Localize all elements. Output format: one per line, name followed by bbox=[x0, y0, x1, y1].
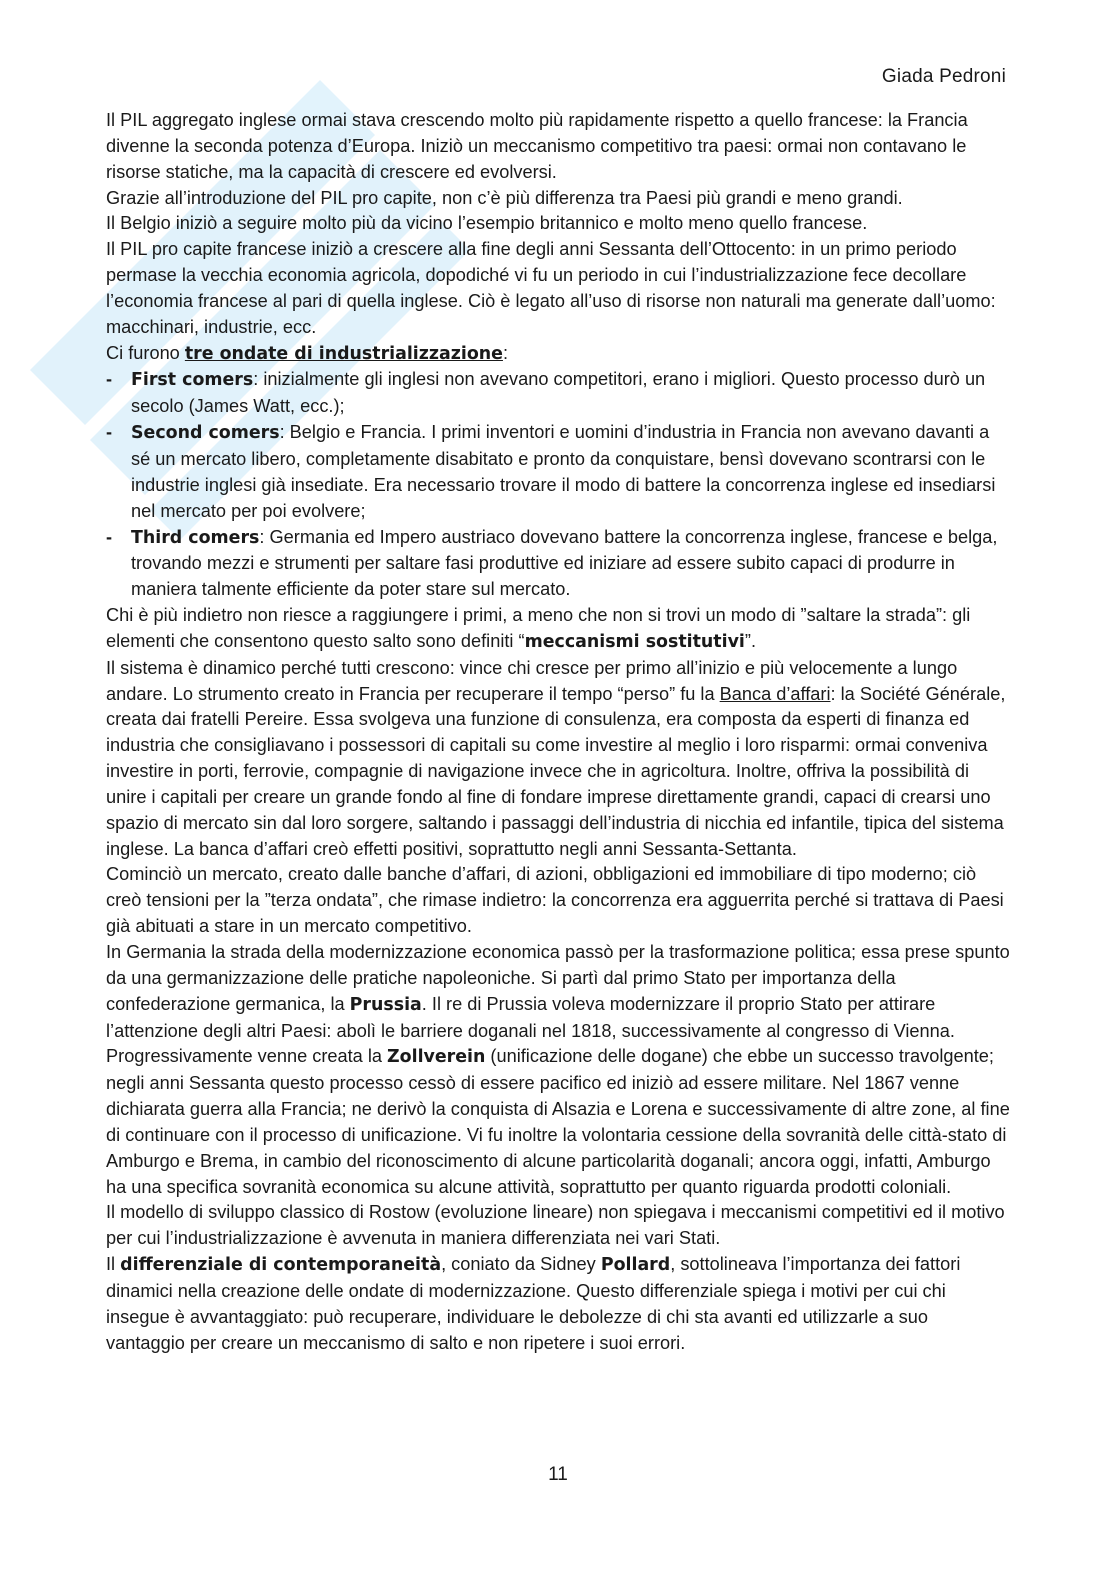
paragraph-7 bbox=[106, 656, 1011, 863]
text-span: (unificazione delle dogane) che ebbe un successo travolgente; negli anni Sessanta questo processo cessò di essere pacifico ed iniziò ad essere militare. Nel 1867 venne dichiarata guerra alla Francia; ne derivò la conquista di Alsazia e Lorena e successivamente di altre zone, al fine di continuare con il processo di unificazione. Vi fu inoltre la volontaria cessione della sovranità delle città-stato di Amburgo e Brema, in cambio del riconoscimento di alcune particolarità doganali; ancora oggi, infatti, Amburgo ha una specifica sovranità economica su alcune attività, soprattutto per quanto riguarda prodotti coloniali. bbox=[106, 1046, 1010, 1197]
paragraph-11 bbox=[106, 1252, 1011, 1356]
text-span: Ci furono bbox=[106, 342, 185, 363]
list-text: : inizialmente gli inglesi non avevano competitori, erano i migliori. Questo processo durò un secolo (James Watt, ecc.); bbox=[131, 369, 986, 417]
list-dash: - bbox=[106, 422, 113, 443]
text-span: , coniato da Sidney bbox=[441, 1254, 601, 1275]
text-span: Il sistema è dinamico perché tutti crescono: vince chi cresce per primo all’inizio e più velocemente a lungo andare. Lo strumento creato in Francia per recuperare il tempo “perso” fu la bbox=[106, 657, 958, 704]
text-span: ”. bbox=[744, 630, 757, 651]
paragraph-2: Grazie all’introduzione del PIL pro capite, non c’è più differenza tra Paesi più grandi e meno grandi. bbox=[106, 187, 903, 208]
list-text: : Germania ed Impero austriaco dovevano battere la concorrenza inglese, francese e belga, trovando mezzi e strumenti per saltare fasi produttive ed iniziare ad essere subito capaci di produrre in maniera talmente efficiente da poter stare sul mercato. bbox=[131, 526, 998, 600]
paragraph-6 bbox=[106, 603, 1011, 656]
list-item-first-comers bbox=[106, 367, 1011, 420]
zollverein-term: Zollverein bbox=[387, 1047, 486, 1068]
list-term: Second comers bbox=[131, 423, 280, 444]
paragraph-9 bbox=[106, 940, 1011, 1200]
list-item-third-comers bbox=[106, 525, 1011, 604]
text-span: Il bbox=[106, 1254, 121, 1275]
list-dash: - bbox=[106, 369, 113, 390]
banca-affari-term: Banca d’affari bbox=[719, 683, 831, 704]
substitutive-mechanisms-term: meccanismi sostitutivi bbox=[524, 631, 745, 652]
text-span: : bbox=[502, 342, 509, 363]
list-text: : Belgio e Francia. I primi inventori e uomini d’industria in Francia non avevano davanti a sé un mercato libero, completamente disabitato e pronto da conquistare, bensì dovevano scontrarsi con le industrie inglesi già insediate. Era necessario trovare il modo di battere la concorrenza inglese ed insediarsi nel mercato per poi evolvere; bbox=[131, 422, 996, 521]
list-item-second-comers bbox=[106, 420, 1011, 524]
prussia-term: Prussia bbox=[349, 994, 422, 1015]
text-span: . Il re di Prussia voleva modernizzare il proprio Stato per attirare l’attenzione degli altri Paesi: abolì le barriere doganali nel 1818, successivamente al congresso di Vienna. Progressivamente venne creata la bbox=[106, 993, 955, 1067]
list-dash: - bbox=[106, 526, 113, 547]
comers-list bbox=[106, 367, 1011, 603]
pollard-term: Pollard bbox=[600, 1255, 671, 1276]
paragraph-10: Il modello di sviluppo classico di Rostow (evoluzione lineare) non spiegava i meccanismi competitivi ed il motivo per cui l’industrializzazione è avvenuta in maniera differenziata nei vari Stati. bbox=[106, 1202, 1005, 1249]
author-name: Giada Pedroni bbox=[881, 66, 1006, 87]
paragraph-5 bbox=[106, 341, 1011, 368]
paragraph-3: Il Belgio iniziò a seguire molto più da vicino l’esempio britannico e molto meno quello francese. bbox=[106, 213, 868, 234]
paragraph-1: Il PIL aggregato inglese ormai stava crescendo molto più rapidamente rispetto a quello francese: la Francia divenne la seconda potenza d’Europa. Iniziò un meccanismo competitivo tra paesi: ormai non contavano le risorse statiche, ma la capacità di crescere ed evolversi. bbox=[106, 110, 968, 182]
paragraph-4: Il PIL pro capite francese iniziò a crescere alla fine degli anni Sessanta dell’Ottocento: in un primo periodo permase la vecchia economia agricola, dopodiché vi fu un periodo in cui l’industrializzazione fece decollare l’economia francese al pari di quella inglese. Ciò è legato all’uso di risorse non naturali ma generate dall’uomo: macchinari, industrie, ecc. bbox=[106, 239, 996, 337]
page-number: 11 bbox=[548, 1464, 568, 1485]
paragraph-8: Cominciò un mercato, creato dalle banche d’affari, di azioni, obbligazioni ed immobiliare di tipo moderno; ciò creò tensioni per la ”terza ondata”, che rimase indietro: la concorrenza era agguerrita perché si trattava di Paesi già abituati a stare in un mercato competitivo. bbox=[106, 864, 1004, 937]
text-span: : la Société Générale, creata dai fratelli Pereire. Essa svolgeva una funzione di consulenza, era composta da esperti di finanza ed industria che consigliavano i possessori di capitali su come investire al meglio i loro risparmi: ormai conveniva investire in porti, ferrovie, compagnie di navigazione invece che in agricoltura. Inoltre, offriva la possibilità di unire i capitali per creare un grande fondo al fine di fondare imprese direttamente grandi, capaci di crearsi uno spazio di mercato sin dal loro sorgere, saltando i passaggi dell’industria di nicchia ed infantile, tipica del sistema inglese. La banca d’affari creò effetti positivi, soprattutto negli anni Sessanta-Settanta. bbox=[106, 683, 1006, 859]
text-span: In Germania la strada della modernizzazione economica passò per la trasformazione politica; essa prese spunto da una germanizzazione delle pratiche napoleoniche. Si partì dal primo Stato per importanza della confederazione germanica, la bbox=[106, 942, 1010, 1014]
contemporaneity-differential-term: differenziale di contemporaneità bbox=[120, 1255, 442, 1276]
text-span: , sottolineava l’importanza dei fattori dinamici nella creazione delle ondate di modernizzazione. Questo differenziale spiega i motivi per cui chi insegue è avvantaggiato: può recuperare, individuare le debolezze di chi sta avanti ed utilizzarle a suo vantaggio per creare un meccanismo di salto e non ripetere i suoi errori. bbox=[106, 1254, 961, 1353]
text-span: Chi è più indietro non riesce a raggiungere i primi, a meno che non si trovi un modo di ”saltare la strada”: gli elementi che consentono questo salto sono definiti “ bbox=[106, 605, 971, 651]
body-text bbox=[106, 108, 1011, 1357]
list-term: First comers bbox=[131, 370, 254, 391]
list-term: Third comers bbox=[131, 527, 260, 548]
industrialization-waves-heading: tre ondate di industrializzazione bbox=[184, 343, 503, 364]
